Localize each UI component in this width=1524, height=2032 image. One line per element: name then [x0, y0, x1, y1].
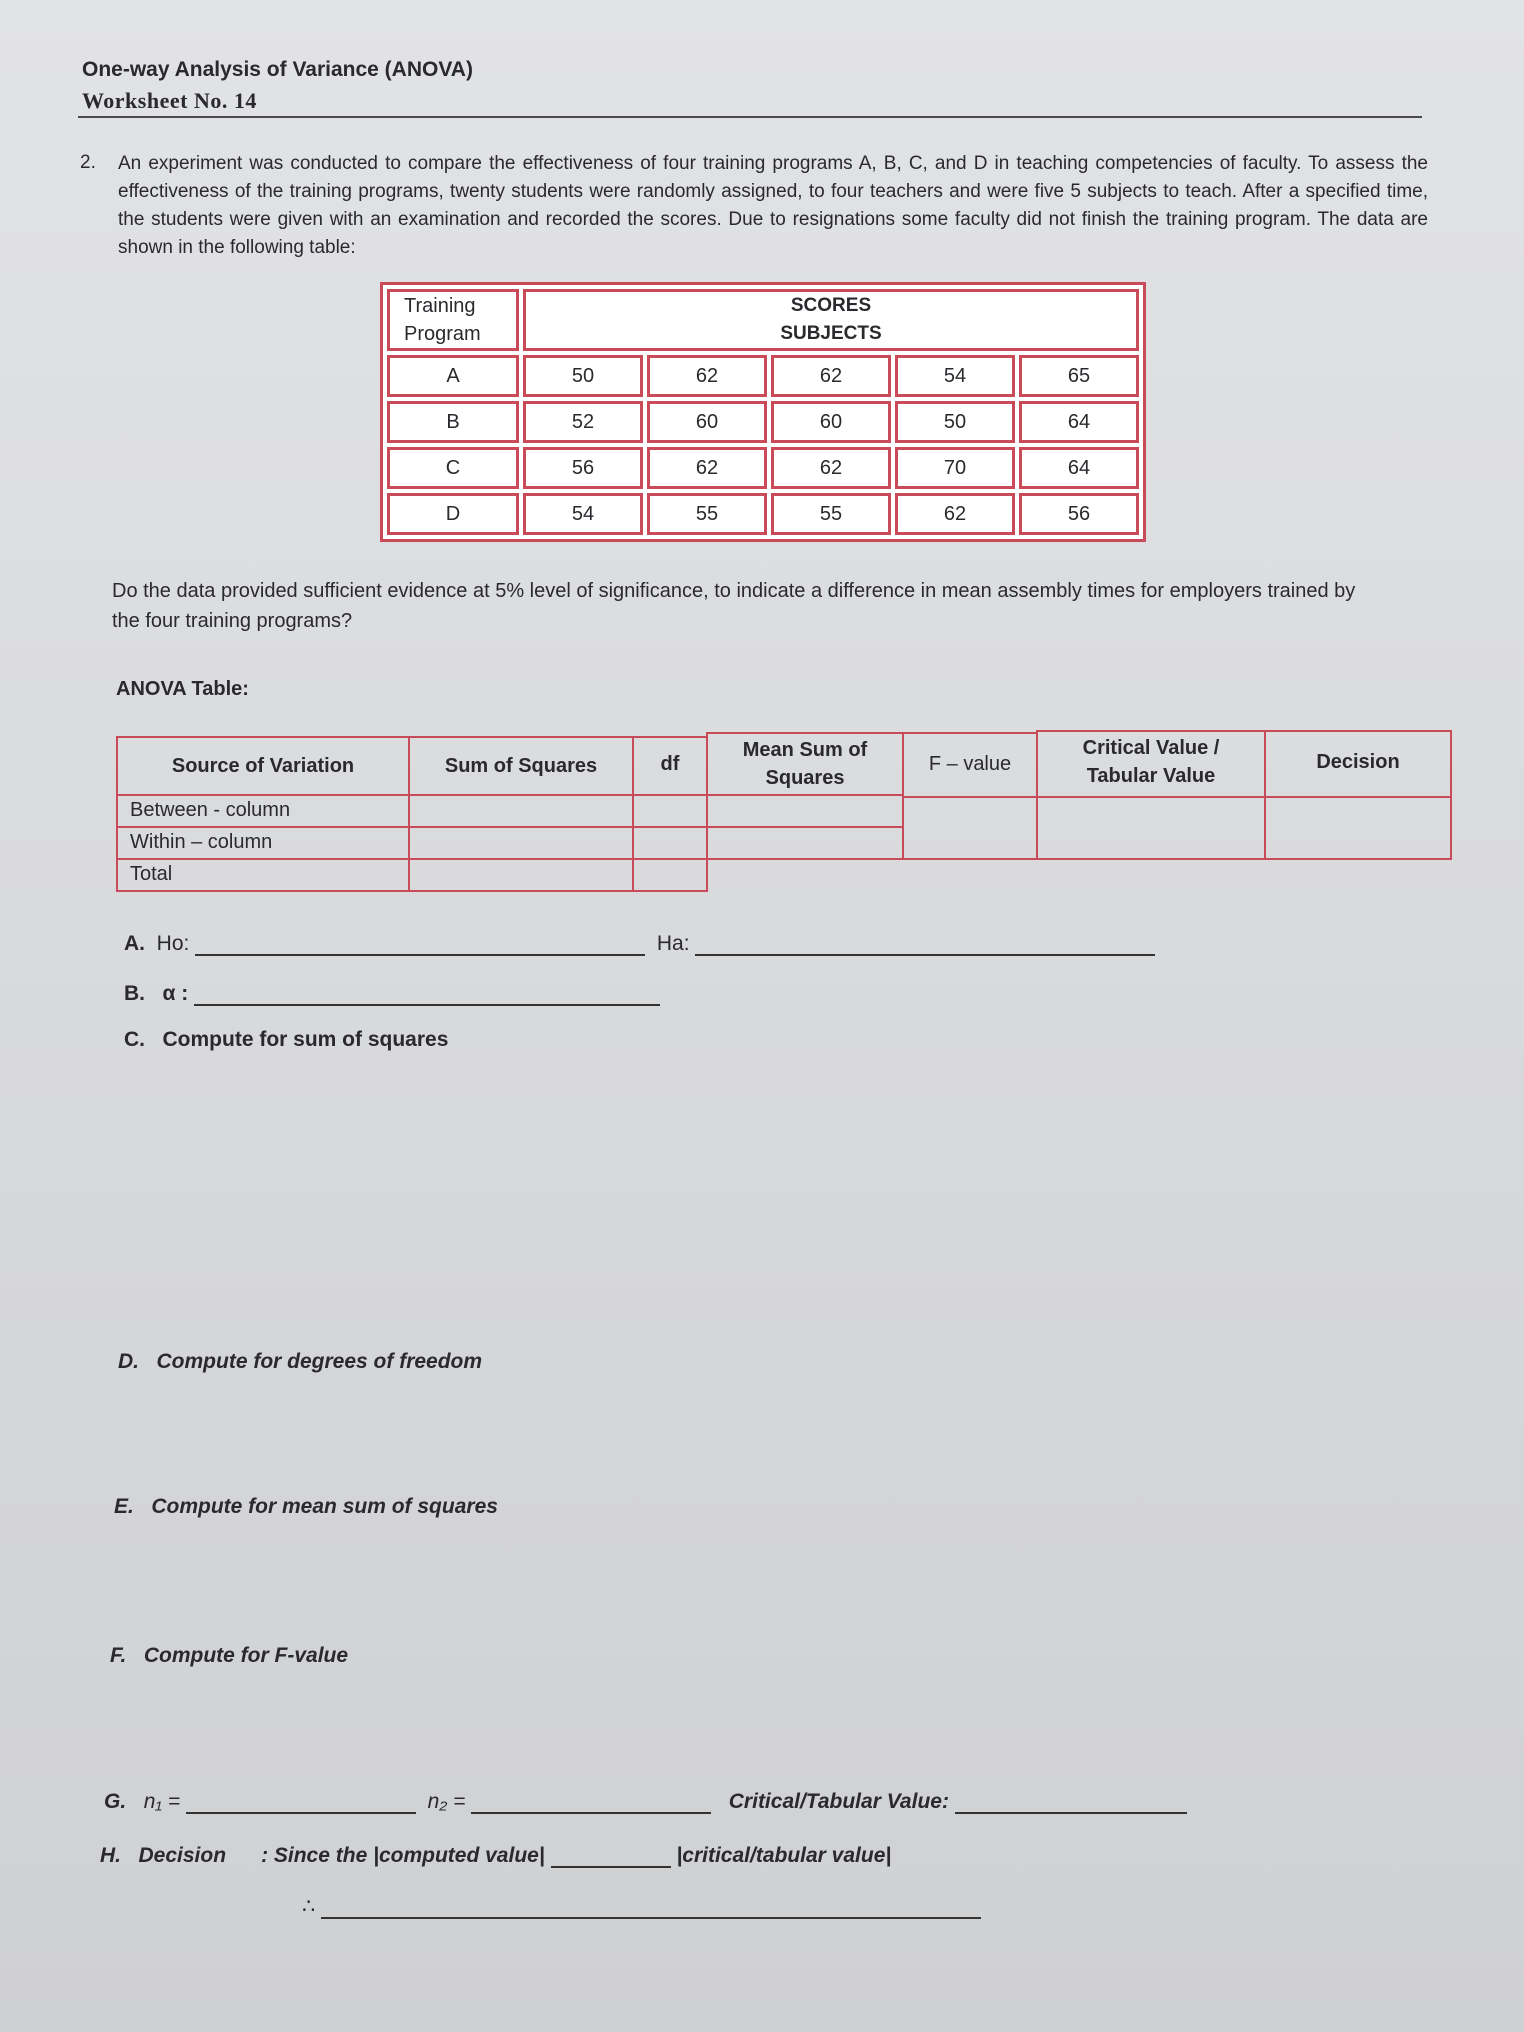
item-f-text: Compute for F-value: [143, 1644, 349, 1667]
item-e-letter: E.: [114, 1495, 134, 1518]
header-scores: SCORES: [790, 295, 872, 316]
item-g: [104, 1790, 1187, 1814]
df-within-cell[interactable]: [632, 826, 708, 860]
critical-tabular-text: |critical/tabular value|: [676, 1844, 892, 1867]
item-c-text: Compute for sum of squares: [162, 1028, 449, 1051]
score-cell: 62: [647, 355, 767, 397]
comparison-answer-line[interactable]: [551, 1866, 671, 1868]
critical-value-cell[interactable]: [1036, 796, 1266, 860]
row-total: Total: [130, 863, 173, 885]
col-df: df: [660, 753, 680, 775]
item-c: [124, 1028, 448, 1052]
ss-between-cell[interactable]: [408, 794, 634, 828]
score-cell: 54: [895, 355, 1015, 397]
ms-within-cell[interactable]: [706, 826, 904, 860]
score-cell: 64: [1019, 447, 1139, 489]
header-training-program: Training Program: [387, 289, 519, 351]
program-label: D: [387, 493, 519, 535]
score-cell: 56: [1019, 493, 1139, 535]
crit-value-answer-line[interactable]: [955, 1812, 1187, 1814]
decision-label: Decision: [138, 1844, 227, 1867]
ms-between-cell[interactable]: [706, 794, 904, 828]
item-h: [100, 1844, 891, 1868]
item-f-letter: F.: [110, 1644, 127, 1667]
table-row: [387, 493, 1139, 535]
table-row: [387, 401, 1139, 443]
col-crit: Critical Value / Tabular Value: [1082, 737, 1220, 787]
score-cell: 55: [647, 493, 767, 535]
item-d: [118, 1350, 482, 1374]
n1-label: n₁ =: [143, 1790, 181, 1813]
ss-total-cell[interactable]: [408, 858, 634, 892]
alpha-answer-line[interactable]: [194, 1004, 660, 1006]
item-f: [110, 1644, 348, 1668]
conclusion-answer-line[interactable]: [321, 1917, 981, 1919]
scores-table: [380, 282, 1146, 542]
n2-answer-line[interactable]: [471, 1812, 711, 1814]
score-cell: 62: [771, 447, 891, 489]
table-row: [387, 355, 1139, 397]
score-cell: 64: [1019, 401, 1139, 443]
score-cell: 54: [523, 493, 643, 535]
n2-label: n₂ =: [427, 1790, 466, 1813]
item-b: [124, 982, 660, 1006]
item-d-text: Compute for degrees of freedom: [156, 1350, 483, 1373]
therefore-symbol: ∴: [302, 1895, 316, 1918]
score-cell: 62: [647, 447, 767, 489]
alpha-label: α :: [162, 982, 189, 1005]
item-b-letter: B.: [124, 982, 145, 1005]
score-cell: 60: [647, 401, 767, 443]
score-cell: 52: [523, 401, 643, 443]
problem-number: 2.: [80, 152, 96, 173]
item-g-letter: G.: [104, 1790, 127, 1813]
row-between: Between - column: [130, 799, 291, 821]
anova-table: [116, 730, 1452, 896]
f-value-cell[interactable]: [902, 796, 1038, 860]
ho-answer-line[interactable]: [195, 954, 645, 956]
item-a: [124, 932, 1155, 956]
item-d-letter: D.: [118, 1350, 139, 1373]
worksheet-number: Worksheet No. 14: [82, 88, 257, 113]
since-computed-text: : Since the |computed value|: [261, 1844, 545, 1867]
item-h-letter: H.: [100, 1844, 121, 1867]
therefore-row: [302, 1894, 981, 1919]
df-total-cell[interactable]: [632, 858, 708, 892]
scores-header-row: [387, 289, 1139, 351]
score-cell: 50: [895, 401, 1015, 443]
ss-within-cell[interactable]: [408, 826, 634, 860]
header-scores-subjects: [523, 289, 1139, 351]
ha-answer-line[interactable]: [695, 954, 1155, 956]
item-c-letter: C.: [124, 1028, 145, 1051]
col-decision: Decision: [1316, 751, 1400, 773]
header-subjects: SUBJECTS: [780, 323, 882, 344]
score-cell: 55: [771, 493, 891, 535]
research-question: Do the data provided sufficient evidence at 5% level of significance, to indicate a difference in mean assembly times for employers trained by the four training programs?: [112, 580, 1356, 632]
df-between-cell[interactable]: [632, 794, 708, 828]
n1-answer-line[interactable]: [186, 1812, 416, 1814]
col-f: F – value: [928, 753, 1012, 775]
decision-cell[interactable]: [1264, 796, 1452, 860]
score-cell: 62: [771, 355, 891, 397]
ho-label: Ho:: [156, 932, 190, 955]
item-e-text: Compute for mean sum of squares: [151, 1495, 498, 1518]
score-cell: 50: [523, 355, 643, 397]
crit-value-label: Critical/Tabular Value:: [728, 1790, 949, 1813]
anova-table-label: ANOVA Table:: [116, 678, 249, 700]
doc-title: One-way Analysis of Variance (ANOVA): [82, 58, 473, 81]
program-label: B: [387, 401, 519, 443]
score-cell: 70: [895, 447, 1015, 489]
col-ss: Sum of Squares: [444, 755, 598, 777]
row-within: Within – column: [130, 831, 273, 853]
item-a-letter: A.: [124, 932, 145, 955]
score-cell: 65: [1019, 355, 1139, 397]
score-cell: 60: [771, 401, 891, 443]
problem-text: An experiment was conducted to compare the effectiveness of four training programs A, B, C, and D in teaching competencies of faculty. To assess the effectiveness of the training programs, twenty students were randomly assigned, to four teachers and were five 5 subjects to teach. After a specified time, the students were given with an examination and recorded the scores. Due to resignations some faculty did not finish the training program. The data are shown in the following table:: [118, 153, 1428, 258]
program-label: C: [387, 447, 519, 489]
score-cell: 62: [895, 493, 1015, 535]
item-e: [114, 1495, 498, 1519]
score-cell: 56: [523, 447, 643, 489]
col-ms: Mean Sum of Squares: [742, 739, 868, 789]
program-label: A: [387, 355, 519, 397]
ha-label: Ha:: [656, 932, 690, 955]
header-divider: [78, 116, 1422, 118]
col-source: Source of Variation: [171, 755, 355, 777]
table-row: [387, 447, 1139, 489]
